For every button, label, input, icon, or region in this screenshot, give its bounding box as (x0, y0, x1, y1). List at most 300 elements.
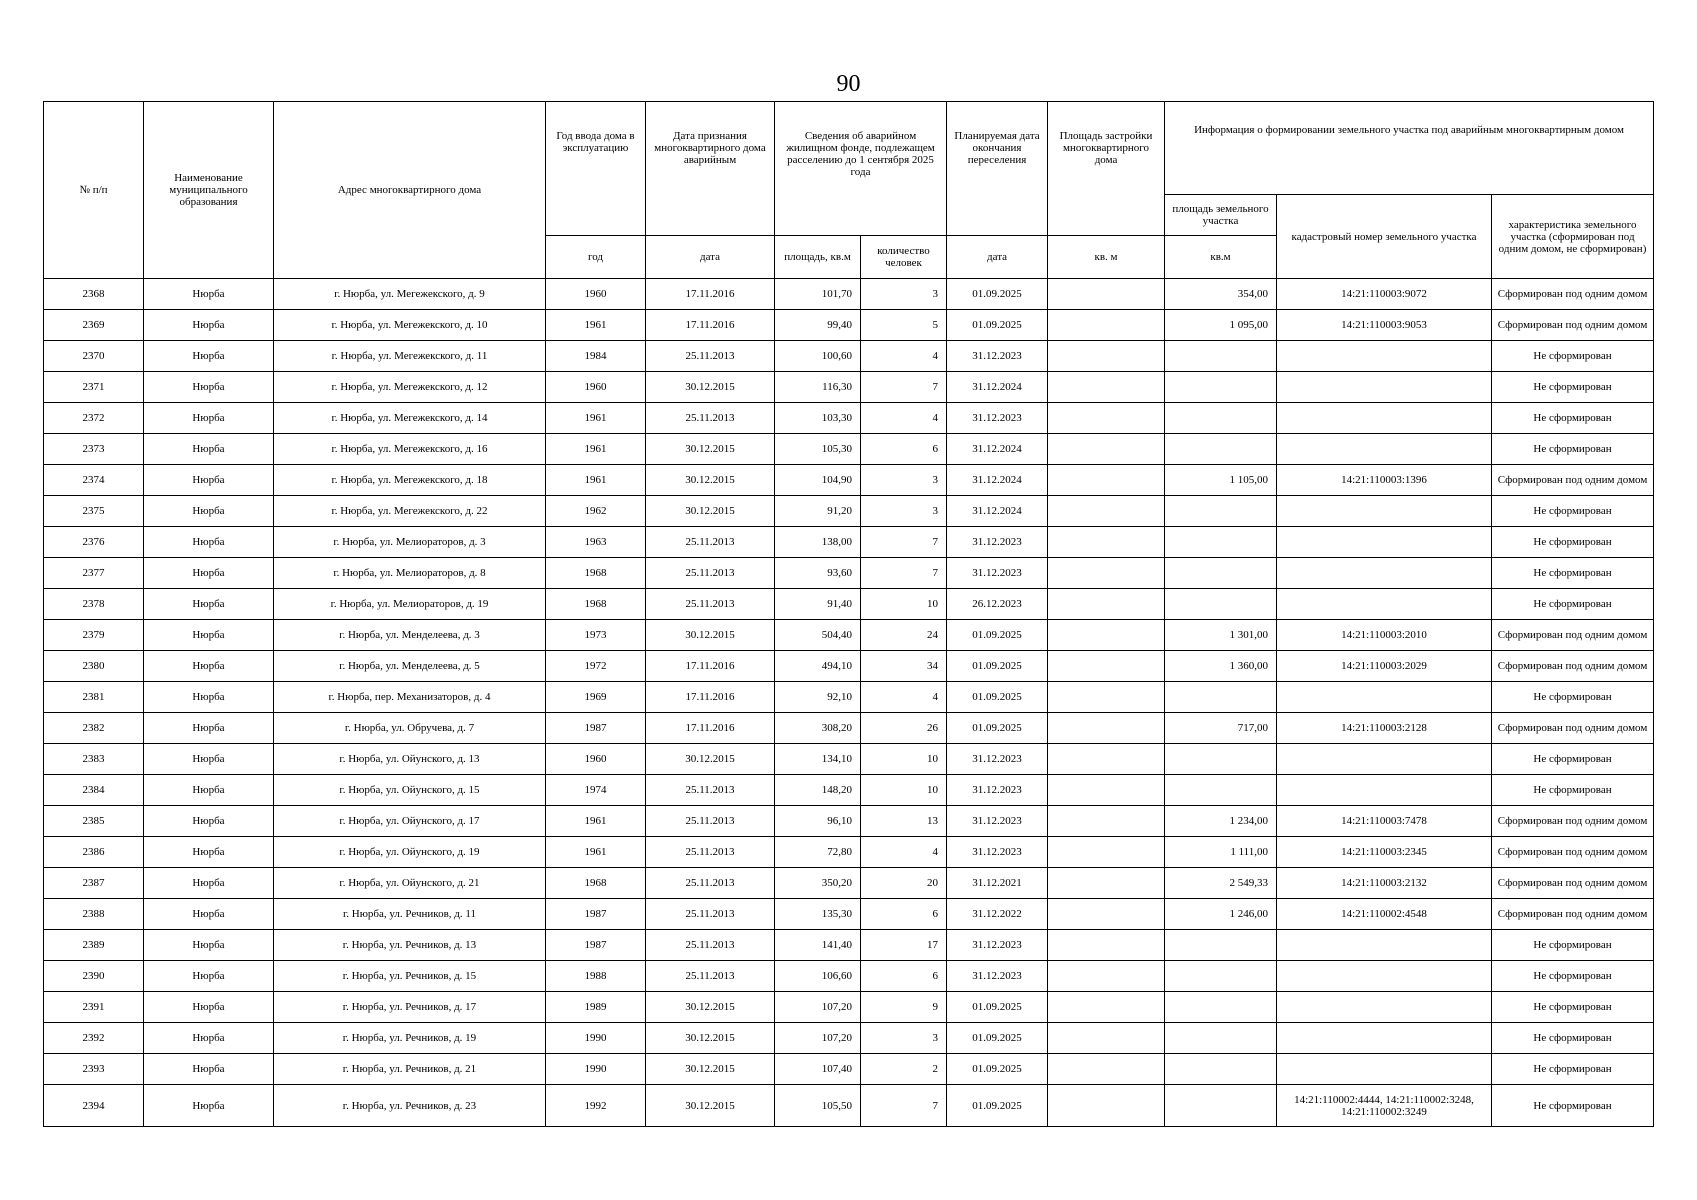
cell-land-area (1165, 961, 1277, 992)
cell-people: 7 (861, 558, 947, 589)
cell-cadastral: 14:21:110003:2029 (1277, 651, 1492, 682)
cell-municipality: Нюрба (144, 930, 274, 961)
cell-building-area (1048, 372, 1165, 403)
cell-num: 2374 (44, 465, 144, 496)
cell-num: 2383 (44, 744, 144, 775)
cell-municipality: Нюрба (144, 806, 274, 837)
cell-people: 9 (861, 992, 947, 1023)
cell-land-status: Не сформирован (1492, 372, 1654, 403)
cell-cadastral: 14:21:110003:7478 (1277, 806, 1492, 837)
cell-people: 5 (861, 310, 947, 341)
cell-cadastral: 14:21:110003:1396 (1277, 465, 1492, 496)
table-row (44, 1085, 1654, 1127)
cell-cadastral (1277, 1054, 1492, 1085)
header-address: Адрес многоквартирного дома (274, 102, 546, 279)
cell-land-status: Сформирован под одним домом (1492, 899, 1654, 930)
cell-people: 3 (861, 465, 947, 496)
cell-address: г. Нюрба, ул. Ойунского, д. 19 (274, 837, 546, 868)
cell-land-area (1165, 1023, 1277, 1054)
cell-area: 350,20 (775, 868, 861, 899)
cell-land-area (1165, 1085, 1277, 1127)
table-row (44, 713, 1654, 744)
table-row (44, 992, 1654, 1023)
cell-address: г. Нюрба, ул. Мегежекского, д. 9 (274, 279, 546, 310)
cell-recognition-date: 30.12.2015 (646, 496, 775, 527)
cell-recognition-date: 30.12.2015 (646, 992, 775, 1023)
cell-area: 101,70 (775, 279, 861, 310)
cell-planned-end: 31.12.2023 (947, 930, 1048, 961)
header-num: № п/п (44, 102, 144, 279)
table-row (44, 868, 1654, 899)
cell-people: 3 (861, 1023, 947, 1054)
cell-area: 99,40 (775, 310, 861, 341)
cell-people: 6 (861, 899, 947, 930)
cell-land-area: 1 301,00 (1165, 620, 1277, 651)
cell-area: 504,40 (775, 620, 861, 651)
cell-land-area (1165, 744, 1277, 775)
cell-people: 4 (861, 682, 947, 713)
cell-planned-end: 31.12.2023 (947, 775, 1048, 806)
header-municipality: Наименование муниципального образования (144, 102, 274, 279)
emergency-housing-table (43, 101, 1654, 1127)
cell-year-built: 1968 (546, 558, 646, 589)
table-row (44, 403, 1654, 434)
cell-planned-end: 31.12.2023 (947, 744, 1048, 775)
cell-land-status: Сформирован под одним домом (1492, 806, 1654, 837)
cell-recognition-date: 17.11.2016 (646, 682, 775, 713)
cell-recognition-date: 30.12.2015 (646, 465, 775, 496)
cell-people: 26 (861, 713, 947, 744)
table-row (44, 496, 1654, 527)
cell-num: 2393 (44, 1054, 144, 1085)
cell-land-area (1165, 682, 1277, 713)
cell-year-built: 1961 (546, 403, 646, 434)
cell-land-status: Не сформирован (1492, 775, 1654, 806)
cell-planned-end: 31.12.2024 (947, 372, 1048, 403)
cell-planned-end: 31.12.2023 (947, 837, 1048, 868)
cell-cadastral: 14:21:110003:2345 (1277, 837, 1492, 868)
cell-building-area (1048, 279, 1165, 310)
cell-people: 17 (861, 930, 947, 961)
cell-municipality: Нюрба (144, 713, 274, 744)
cell-recognition-date: 30.12.2015 (646, 434, 775, 465)
cell-building-area (1048, 496, 1165, 527)
cell-num: 2384 (44, 775, 144, 806)
cell-num: 2391 (44, 992, 144, 1023)
cell-planned-end: 31.12.2023 (947, 527, 1048, 558)
cell-municipality: Нюрба (144, 1085, 274, 1127)
cell-municipality: Нюрба (144, 341, 274, 372)
cell-address: г. Нюрба, ул. Мегежекского, д. 10 (274, 310, 546, 341)
table-row (44, 930, 1654, 961)
cell-building-area (1048, 806, 1165, 837)
cell-cadastral: 14:21:110003:2132 (1277, 868, 1492, 899)
cell-year-built: 1973 (546, 620, 646, 651)
cell-cadastral (1277, 682, 1492, 713)
cell-land-status: Сформирован под одним домом (1492, 837, 1654, 868)
cell-people: 10 (861, 589, 947, 620)
header-land-status: характеристика земельного участка (сформирован под одним домом, не сформирован) (1492, 195, 1654, 279)
cell-municipality: Нюрба (144, 589, 274, 620)
cell-building-area (1048, 837, 1165, 868)
table-row (44, 899, 1654, 930)
cell-land-status: Сформирован под одним домом (1492, 713, 1654, 744)
cell-area: 107,20 (775, 1023, 861, 1054)
cell-num: 2376 (44, 527, 144, 558)
cell-land-status: Не сформирован (1492, 589, 1654, 620)
cell-recognition-date: 17.11.2016 (646, 651, 775, 682)
cell-land-area: 2 549,33 (1165, 868, 1277, 899)
cell-area: 106,60 (775, 961, 861, 992)
cell-area: 141,40 (775, 930, 861, 961)
cell-area: 107,40 (775, 1054, 861, 1085)
cell-land-area (1165, 372, 1277, 403)
cell-land-area: 1 095,00 (1165, 310, 1277, 341)
cell-cadastral (1277, 496, 1492, 527)
cell-planned-end: 31.12.2023 (947, 806, 1048, 837)
table-row (44, 465, 1654, 496)
cell-area: 107,20 (775, 992, 861, 1023)
cell-year-built: 1960 (546, 279, 646, 310)
header-recognition-date: Дата признания многоквартирного дома аварийным (646, 102, 775, 236)
cell-land-status: Не сформирован (1492, 434, 1654, 465)
cell-num: 2372 (44, 403, 144, 434)
cell-building-area (1048, 961, 1165, 992)
cell-building-area (1048, 403, 1165, 434)
cell-year-built: 1984 (546, 341, 646, 372)
cell-address: г. Нюрба, ул. Менделеева, д. 5 (274, 651, 546, 682)
cell-municipality: Нюрба (144, 620, 274, 651)
cell-planned-end: 31.12.2024 (947, 496, 1048, 527)
cell-municipality: Нюрба (144, 837, 274, 868)
cell-area: 72,80 (775, 837, 861, 868)
cell-planned-end: 31.12.2023 (947, 341, 1048, 372)
cell-land-area (1165, 930, 1277, 961)
cell-people: 20 (861, 868, 947, 899)
cell-year-built: 1987 (546, 899, 646, 930)
cell-year-built: 1988 (546, 961, 646, 992)
header-unit-end-date: дата (947, 236, 1048, 279)
cell-cadastral (1277, 372, 1492, 403)
cell-recognition-date: 17.11.2016 (646, 310, 775, 341)
cell-planned-end: 31.12.2023 (947, 961, 1048, 992)
cell-land-status: Не сформирован (1492, 1023, 1654, 1054)
cell-cadastral (1277, 589, 1492, 620)
cell-num: 2389 (44, 930, 144, 961)
cell-year-built: 1968 (546, 868, 646, 899)
cell-address: г. Нюрба, ул. Мегежекского, д. 14 (274, 403, 546, 434)
cell-address: г. Нюрба, ул. Обручева, д. 7 (274, 713, 546, 744)
cell-address: г. Нюрба, ул. Речников, д. 23 (274, 1085, 546, 1127)
cell-num: 2370 (44, 341, 144, 372)
cell-building-area (1048, 713, 1165, 744)
cell-people: 24 (861, 620, 947, 651)
cell-year-built: 1990 (546, 1023, 646, 1054)
cell-area: 148,20 (775, 775, 861, 806)
cell-land-area (1165, 775, 1277, 806)
cell-land-status: Сформирован под одним домом (1492, 620, 1654, 651)
cell-planned-end: 01.09.2025 (947, 1054, 1048, 1085)
cell-municipality: Нюрба (144, 496, 274, 527)
cell-recognition-date: 25.11.2013 (646, 527, 775, 558)
cell-land-status: Не сформирован (1492, 403, 1654, 434)
cell-people: 3 (861, 279, 947, 310)
cell-num: 2379 (44, 620, 144, 651)
cell-people: 4 (861, 837, 947, 868)
cell-people: 10 (861, 744, 947, 775)
cell-people: 7 (861, 1085, 947, 1127)
cell-land-area (1165, 341, 1277, 372)
cell-municipality: Нюрба (144, 372, 274, 403)
cell-people: 7 (861, 372, 947, 403)
cell-building-area (1048, 341, 1165, 372)
cell-cadastral (1277, 930, 1492, 961)
cell-building-area (1048, 775, 1165, 806)
cell-cadastral: 14:21:110003:2010 (1277, 620, 1492, 651)
cell-land-area (1165, 496, 1277, 527)
cell-year-built: 1969 (546, 682, 646, 713)
cell-building-area (1048, 527, 1165, 558)
cell-building-area (1048, 992, 1165, 1023)
cell-people: 4 (861, 403, 947, 434)
cell-land-area (1165, 589, 1277, 620)
cell-municipality: Нюрба (144, 961, 274, 992)
cell-cadastral: 14:21:110003:2128 (1277, 713, 1492, 744)
cell-cadastral (1277, 403, 1492, 434)
cell-address: г. Нюрба, ул. Мелиораторов, д. 8 (274, 558, 546, 589)
cell-recognition-date: 25.11.2013 (646, 403, 775, 434)
cell-year-built: 1968 (546, 589, 646, 620)
cell-people: 6 (861, 434, 947, 465)
cell-address: г. Нюрба, ул. Ойунского, д. 21 (274, 868, 546, 899)
cell-area: 494,10 (775, 651, 861, 682)
cell-cadastral (1277, 775, 1492, 806)
cell-land-area: 1 246,00 (1165, 899, 1277, 930)
cell-land-status: Сформирован под одним домом (1492, 310, 1654, 341)
cell-land-status: Не сформирован (1492, 992, 1654, 1023)
cell-planned-end: 31.12.2023 (947, 558, 1048, 589)
cell-num: 2369 (44, 310, 144, 341)
table-header (44, 102, 1654, 279)
cell-municipality: Нюрба (144, 434, 274, 465)
cell-recognition-date: 25.11.2013 (646, 899, 775, 930)
cell-building-area (1048, 1023, 1165, 1054)
cell-land-area (1165, 434, 1277, 465)
cell-planned-end: 01.09.2025 (947, 310, 1048, 341)
cell-people: 7 (861, 527, 947, 558)
cell-building-area (1048, 1085, 1165, 1127)
cell-building-area (1048, 1054, 1165, 1085)
table-row (44, 775, 1654, 806)
cell-cadastral: 14:21:110003:9053 (1277, 310, 1492, 341)
cell-recognition-date: 17.11.2016 (646, 279, 775, 310)
cell-address: г. Нюрба, ул. Мегежекского, д. 11 (274, 341, 546, 372)
cell-area: 103,30 (775, 403, 861, 434)
cell-address: г. Нюрба, ул. Ойунского, д. 13 (274, 744, 546, 775)
header-cadastral: кадастровый номер земельного участка (1277, 195, 1492, 279)
cell-year-built: 1961 (546, 837, 646, 868)
cell-address: г. Нюрба, ул. Мегежекского, д. 16 (274, 434, 546, 465)
cell-planned-end: 26.12.2023 (947, 589, 1048, 620)
cell-cadastral: 14:21:110003:9072 (1277, 279, 1492, 310)
cell-address: г. Нюрба, ул. Мегежекского, д. 22 (274, 496, 546, 527)
cell-year-built: 1992 (546, 1085, 646, 1127)
cell-recognition-date: 25.11.2013 (646, 775, 775, 806)
cell-cadastral (1277, 961, 1492, 992)
table-row (44, 558, 1654, 589)
cell-planned-end: 01.09.2025 (947, 992, 1048, 1023)
cell-land-status: Сформирован под одним домом (1492, 868, 1654, 899)
cell-land-status: Не сформирован (1492, 1054, 1654, 1085)
cell-area: 105,30 (775, 434, 861, 465)
cell-area: 100,60 (775, 341, 861, 372)
header-unit-people: количество человек (861, 236, 947, 279)
cell-planned-end: 01.09.2025 (947, 1085, 1048, 1127)
table-row (44, 372, 1654, 403)
cell-address: г. Нюрба, ул. Мегежекского, д. 18 (274, 465, 546, 496)
cell-area: 93,60 (775, 558, 861, 589)
cell-num: 2388 (44, 899, 144, 930)
cell-area: 96,10 (775, 806, 861, 837)
cell-building-area (1048, 930, 1165, 961)
cell-num: 2368 (44, 279, 144, 310)
cell-area: 134,10 (775, 744, 861, 775)
cell-land-area (1165, 403, 1277, 434)
cell-planned-end: 01.09.2025 (947, 1023, 1048, 1054)
cell-year-built: 1963 (546, 527, 646, 558)
header-land-area: площадь земельного участка (1165, 195, 1277, 236)
cell-municipality: Нюрба (144, 899, 274, 930)
cell-land-status: Сформирован под одним домом (1492, 651, 1654, 682)
header-planned-end: Планируемая дата окончания переселения (947, 102, 1048, 236)
cell-year-built: 1961 (546, 434, 646, 465)
cell-municipality: Нюрба (144, 527, 274, 558)
cell-recognition-date: 30.12.2015 (646, 744, 775, 775)
cell-recognition-date: 25.11.2013 (646, 961, 775, 992)
cell-num: 2378 (44, 589, 144, 620)
cell-land-area: 1 111,00 (1165, 837, 1277, 868)
cell-municipality: Нюрба (144, 403, 274, 434)
cell-land-area: 1 234,00 (1165, 806, 1277, 837)
cell-area: 116,30 (775, 372, 861, 403)
header-building-area: Площадь застройки многоквартирного дома (1048, 102, 1165, 236)
table-row (44, 341, 1654, 372)
table-row (44, 651, 1654, 682)
table-row (44, 434, 1654, 465)
cell-area: 308,20 (775, 713, 861, 744)
cell-recognition-date: 30.12.2015 (646, 1085, 775, 1127)
table-row (44, 310, 1654, 341)
cell-address: г. Нюрба, ул. Мелиораторов, д. 3 (274, 527, 546, 558)
cell-people: 34 (861, 651, 947, 682)
cell-cadastral: 14:21:110002:4548 (1277, 899, 1492, 930)
cell-municipality: Нюрба (144, 868, 274, 899)
cell-people: 6 (861, 961, 947, 992)
table-row (44, 837, 1654, 868)
cell-municipality: Нюрба (144, 465, 274, 496)
cell-people: 13 (861, 806, 947, 837)
header-unit-building-sqm: кв. м (1048, 236, 1165, 279)
cell-land-status: Не сформирован (1492, 744, 1654, 775)
cell-year-built: 1974 (546, 775, 646, 806)
cell-address: г. Нюрба, ул. Мегежекского, д. 12 (274, 372, 546, 403)
cell-num: 2387 (44, 868, 144, 899)
cell-recognition-date: 25.11.2013 (646, 558, 775, 589)
cell-cadastral (1277, 1023, 1492, 1054)
cell-building-area (1048, 434, 1165, 465)
cell-year-built: 1961 (546, 806, 646, 837)
table-row (44, 1054, 1654, 1085)
cell-planned-end: 01.09.2025 (947, 620, 1048, 651)
cell-area: 91,20 (775, 496, 861, 527)
cell-land-status: Не сформирован (1492, 961, 1654, 992)
cell-num: 2381 (44, 682, 144, 713)
cell-building-area (1048, 558, 1165, 589)
cell-year-built: 1960 (546, 744, 646, 775)
header-unit-area: площадь, кв.м (775, 236, 861, 279)
cell-municipality: Нюрба (144, 651, 274, 682)
cell-address: г. Нюрба, ул. Ойунского, д. 15 (274, 775, 546, 806)
cell-cadastral: 14:21:110002:4444, 14:21:110002:3248, 14:21:110002:3249 (1277, 1085, 1492, 1127)
cell-land-area: 354,00 (1165, 279, 1277, 310)
cell-cadastral (1277, 527, 1492, 558)
cell-year-built: 1961 (546, 465, 646, 496)
cell-land-status: Не сформирован (1492, 558, 1654, 589)
cell-land-area (1165, 1054, 1277, 1085)
cell-area: 138,00 (775, 527, 861, 558)
table-row (44, 961, 1654, 992)
cell-planned-end: 01.09.2025 (947, 279, 1048, 310)
cell-recognition-date: 30.12.2015 (646, 372, 775, 403)
cell-num: 2390 (44, 961, 144, 992)
header-land-info: Информация о формировании земельного участка под аварийным многоквартирным домом (1165, 102, 1654, 195)
cell-planned-end: 01.09.2025 (947, 682, 1048, 713)
cell-municipality: Нюрба (144, 558, 274, 589)
cell-municipality: Нюрба (144, 1054, 274, 1085)
cell-address: г. Нюрба, ул. Речников, д. 11 (274, 899, 546, 930)
cell-recognition-date: 30.12.2015 (646, 620, 775, 651)
header-emergency-info: Сведения об аварийном жилищном фонде, подлежащем расселению до 1 сентября 2025 года (775, 102, 947, 236)
cell-cadastral (1277, 992, 1492, 1023)
cell-recognition-date: 25.11.2013 (646, 837, 775, 868)
cell-planned-end: 31.12.2023 (947, 403, 1048, 434)
cell-num: 2371 (44, 372, 144, 403)
cell-num: 2385 (44, 806, 144, 837)
cell-building-area (1048, 899, 1165, 930)
cell-address: г. Нюрба, пер. Механизаторов, д. 4 (274, 682, 546, 713)
cell-land-area: 1 360,00 (1165, 651, 1277, 682)
cell-area: 92,10 (775, 682, 861, 713)
cell-land-area (1165, 558, 1277, 589)
cell-cadastral (1277, 341, 1492, 372)
cell-year-built: 1960 (546, 372, 646, 403)
cell-planned-end: 31.12.2022 (947, 899, 1048, 930)
cell-cadastral (1277, 434, 1492, 465)
table-body (44, 279, 1654, 1127)
cell-address: г. Нюрба, ул. Речников, д. 21 (274, 1054, 546, 1085)
cell-address: г. Нюрба, ул. Речников, д. 15 (274, 961, 546, 992)
cell-land-status: Не сформирован (1492, 930, 1654, 961)
cell-recognition-date: 30.12.2015 (646, 1054, 775, 1085)
cell-planned-end: 31.12.2024 (947, 465, 1048, 496)
table-row (44, 806, 1654, 837)
table-row (44, 620, 1654, 651)
header-unit-date: дата (646, 236, 775, 279)
cell-people: 10 (861, 775, 947, 806)
cell-area: 91,40 (775, 589, 861, 620)
cell-land-status: Не сформирован (1492, 1085, 1654, 1127)
table-row (44, 589, 1654, 620)
